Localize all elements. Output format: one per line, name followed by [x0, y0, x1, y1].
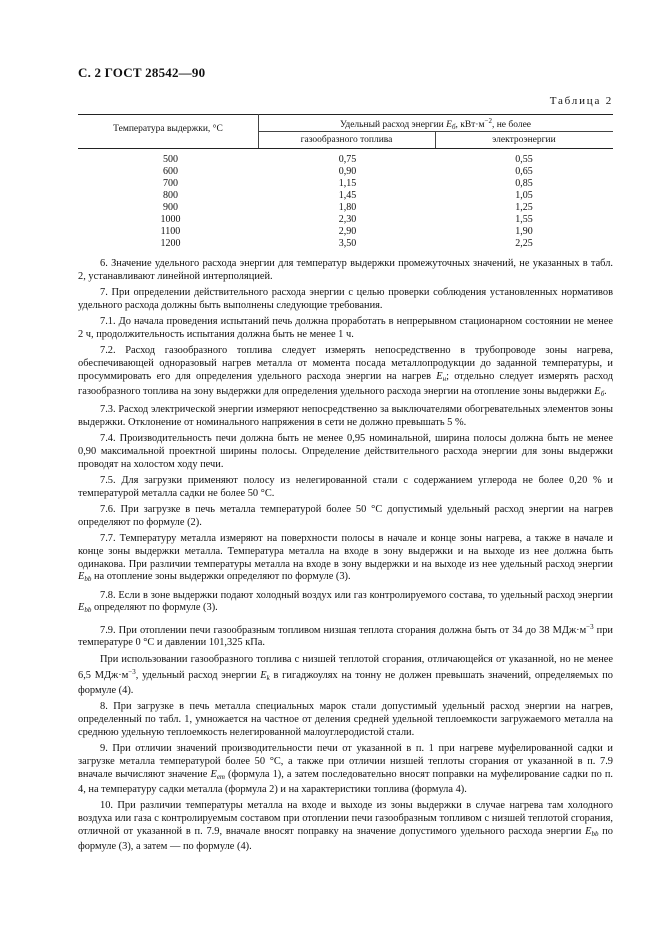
paragraph-7-8: 7.8. Если в зоне выдержки подают холодный воздух или газ контролируемого состава, то удельный расход энергии $E_{bb}$ определяют по формуле (3). — [78, 589, 613, 615]
paragraph-7-9-cont: При использовании газообразного топлива с низшей теплотой сгорания, отличающейся от указанной, но не менее 6,5 $МДж\cdot м^{-3}$, удельный расход энергии $E_k$ в гигаджоулях на тонну не должен превышать значений, определяемых по формуле (4). — [78, 653, 613, 697]
paragraph-7-4: 7.4. Производительность печи должна быть не менее 0,95 номинальной, ширина полосы должна быть не менее 0,90 максимальной проектной ширины полосы. Определение действительного расхода энергии для зоны выдержки проводят на холостом ходу печи. — [78, 432, 613, 470]
paragraph-8: 8. При загрузке в печь металла специальных марок стали допустимый удельный расход энергии на нагрев, определенный по табл. 1, умножается на частное от деления средней удельной теплоемкости загружаемого металла на среднюю удельную теплоемкость нелегированной малоуглеродистой стали. — [78, 701, 613, 739]
table-caption: Таблица 2 — [549, 95, 613, 107]
paragraph-7: 7. При определении действительного расхода энергии с целью проверки соблюдения установленных нормативов удельного расхода должны быть выполнены следующие требования. — [78, 287, 613, 311]
table-row: 600 0,90 0,65 — [163, 166, 533, 177]
table-body — [78, 154, 613, 250]
body-text — [78, 258, 613, 857]
table-row: 1100 2,90 1,90 — [160, 226, 533, 237]
table-row: 1200 3,50 2,25 — [160, 238, 533, 249]
paragraph-7-6: 7.6. При загрузке в печь металла температурой более 50 °С допустимый удельный расход энергии на нагрев определяют по формуле (2). — [78, 503, 613, 528]
paragraph-10: 10. При различии температуры металла на входе и выходе из зоны выдержки в случае нагрева там холодного воздуха или газа с контролируемым составом при отоплении печи газообразным топливом с низшей теплотой сгорания, отличной от указанной в п. 7.9, вначале вносят поправку на значение допустимого удельного расхода энергии $E_{bb}$ по формуле (3), а затем — по формуле (4). — [78, 800, 613, 852]
paragraph-7-3: 7.3. Расход электрической энергии измеряют непосредственно за выключателями обогревательных элементов зоны выдержки. Отклонение от номинального напряжения в сети не должно превышать 5 %. — [78, 403, 613, 428]
col-header-temperature: Температура выдержки, °С — [113, 124, 223, 134]
col-header-group: Удельный расход энергии $E_б$, $кВт\cdot м^{-2}$, не более — [339, 117, 532, 131]
page-header: С. 2 ГОСТ 28542—90 — [78, 65, 206, 80]
table-row: 700 1,15 0,85 — [163, 178, 533, 189]
table-top-rule — [78, 114, 613, 115]
paragraph-7-7: 7.7. Температуру металла измеряют на поверхности полосы в начале и конце зоны нагрева, а также в начале и конце зоны выдержки металла. Температура металла на входе в зону выдержки и на выходе из нее должна быть одинакова. При различии температуры металла на входе в зону выдержки и на выходе из нее удельный расход энергии $E_{bb}$ на отопление зоны выдержки определяют по формуле (3). — [78, 532, 613, 584]
paragraph-6: 6. Значение удельного расхода энергии для температур выдержки промежуточных значений, не указанных в табл. 2, устанавливают линейной интерполяцией. — [78, 258, 613, 282]
paragraph-7-5: 7.5. Для загрузки применяют полосу из нелегированной стали с содержанием углерода не более 0,20 % и температурой металла садки не более 50 °С. — [78, 474, 613, 499]
table-row: 1000 2,30 1,55 — [160, 214, 533, 225]
table-head-rule — [78, 148, 613, 149]
table-row: 800 1,45 1,05 — [163, 190, 533, 201]
col-header-electricity: электроэнергии — [492, 135, 556, 145]
paragraph-7-9: 7.9. При отоплении печи газообразным топливом низшая теплота сгорания должна быть от 34 до 38 $МДж\cdot м^{-3}$ при температуре 0 °С и давлении 101,325 кПа. — [78, 622, 613, 649]
table-row: 500 0,75 0,55 — [163, 154, 533, 165]
paragraph-9: 9. При отличии значений производительности печи от указанной в п. 1 при нагреве муфелированной садки и загрузке металла температурой более 50 °С, а также при отличии низшей теплоты сгорания от указанной в п. 7.9 вначале вычисляют значение $E_{ет}$ (формула 1), а затем последовательно вносят поправки на муфелирование садки по п. 4, на температуру садки металла (формула 2) и на характеристики топлива (формула 4). — [78, 743, 613, 796]
table-row: 900 1,80 1,25 — [163, 202, 533, 213]
col-header-gas: газообразного топлива — [300, 135, 393, 145]
paragraph-7-2: 7.2. Расход газообразного топлива следует измерять непосредственно в трубопроводе зоны нагрева, обеспечивающей одноразовый нагрев металла от момента посада металлопродукции до заданной температуры, и просуммировать его для определения удельного расхода энергии на нагрев $E_н$; отдельно следует измерять расход газообразного топлива на зону выдержки для определения удельного расхода энергии на отопление зоны выдержки $E_б$. — [78, 345, 614, 398]
paragraph-7-1: 7.1. До начала проведения испытаний печь должна проработать в непрерывном стационарном состоянии не менее 2 ч, продолжительность испытания должна быть не менее 1 ч. — [78, 316, 613, 340]
